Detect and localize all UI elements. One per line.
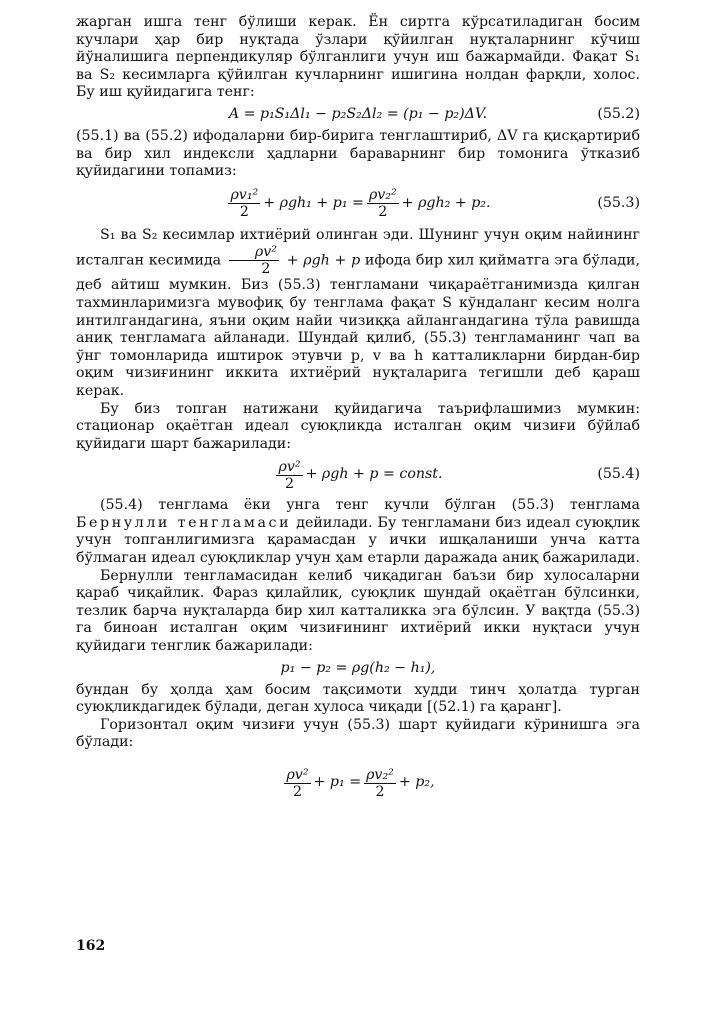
paragraph-7: бундан бу ҳолда ҳам босим тақсимоти худди тинч ҳолатда турган суюқликдагидек бўлади, деган хулоса чиқади [(52.1) га қаранг]. xyxy=(76,681,640,716)
equation-55-3-frac-left: $\frac{\text{ρv₁²}}{2}$ xyxy=(230,187,259,221)
equation-55-3-rhs: + ρgh₂ + p₂. xyxy=(401,194,491,211)
paragraph-3: S₁ ва S₂ кесимлар ихтиёрий олинган эди. Шунинг учун оқим найининг исталган кесимида $\frac{\text{ρv²}}{2}$ + ρgh + p ифода бир хил қийматга эга бўлади, деб айтиш мумкин. Биз (55.3) тенгламани чиқараётганимизда қилган тахминларимизга мувофиқ бу тенглама фақат S кўндаланг кесим нолга интилгандагина, яъни оқим найи чизиққа айлангандагина тўла равишда аниқ тенгламага айланади. Шундай қилиб, (55.3) тенгламанинг чап ва ўнг томонларида иштирок этувчи p, v ва h катталикларни бирдан-бир оқим чизиғининг иккита ихтиёрий нуқталарига тегишли деб қараш керак. xyxy=(76,226,640,399)
equation-horizontal xyxy=(76,752,640,814)
equation-55-3 xyxy=(76,181,640,227)
equation-55-4-frac: $\frac{\text{ρv²}}{2}$ xyxy=(278,458,301,492)
equation-55-3-number: (55.3) xyxy=(597,194,640,211)
equation-horizontal-frac-right: $\frac{\text{ρv₂²}}{2}$ xyxy=(366,766,394,800)
equation-55-4 xyxy=(76,453,640,497)
paragraph-2: (55.1) ва (55.2) ифодаларни бир-бирига тенглаштириб, ΔV га қисқартириб ва бир хил индексли ҳадларни бараварнинг бир томонига ўтказиб қуйидагини топамиз: xyxy=(76,127,640,180)
equation-55-3-lhs: + ρgh₁ + p₁ = xyxy=(263,194,364,211)
inline-fraction: $\frac{\text{ρv²}}{2}$ xyxy=(229,244,279,277)
equation-horizontal-frac-left: $\frac{\text{ρv²}}{2}$ xyxy=(286,766,309,800)
equation-55-3-frac-right: $\frac{\text{ρv₂²}}{2}$ xyxy=(368,187,397,221)
page-body xyxy=(76,14,640,814)
page-number: 162 xyxy=(76,938,106,954)
paragraph-6: Бернулли тенгламасидан келиб чиқадиган баъзи бир хулосаларни қараб чиқайлик. Фараз қилайлик, суюқлик шундай оқаётган бўлсинки, тезлик барча нуқталарда бир хил катталикка эга бўлсин. У вақтда (55.3) га биноан исталган оқим чизиғининг ихтиёрий икки нуқтаси учун қуйидаги тенглик бажарилади: xyxy=(76,567,640,655)
equation-pressure xyxy=(76,656,640,682)
paragraph-4: Бу биз топган натижани қуйидагича таърифлашимиз мумкин: стационар оқаётган идеал суюқликда исталган оқим чизиғи бўйлаб қуйидаги шарт бажарилади: xyxy=(76,400,640,452)
equation-55-2-number: (55.2) xyxy=(597,106,640,123)
paragraph-5: (55.4) тенглама ёки унга тенг кучли бўлган (55.3) тенглама Бернулли тенгламаси дейилади. Бу тенгламани биз идеал суюқлик учун топганлигимизга қарамасдан у ички ишқаланиши унча катта бўлмаган идеал суюқликлар учун ҳам етарли даражада аниқ бажарилади. xyxy=(76,497,640,567)
equation-horizontal-mid: + p₁ = xyxy=(313,774,362,791)
paragraph-1: жарган ишга тенг бўлиши керак. Ён сиртга кўрсатиладиган босим кучлари ҳар бир нуқтада ўзлари қўйилган нуқталарнинг кўчиш йўналишига перпендикуляр бўлганлиги учун иш бажармайди. Фақат S₁ ва S₂ кесимларга қўйилган кучларнинг ишигина нолдан фарқли, холос. Бу иш қуйидагига тенг: xyxy=(76,14,640,101)
paragraph-8: Горизонтал оқим чизиғи учун (55.3) шарт қуйидаги кўринишга эга бўлади: xyxy=(76,716,640,751)
bernoulli-term: Бернулли тенгламаси xyxy=(76,514,292,531)
equation-pressure-body: p₁ − p₂ = ρg(h₂ − h₁), xyxy=(280,659,436,676)
equation-55-4-body: + ρgh + p = const. xyxy=(305,466,443,483)
equation-horizontal-rhs: + p₂, xyxy=(398,774,435,791)
equation-55-2-body: A = p₁S₁Δl₁ − p₂S₂Δl₂ = (p₁ − p₂)ΔV. xyxy=(228,106,488,123)
equation-55-2 xyxy=(76,102,640,128)
equation-55-4-number: (55.4) xyxy=(597,466,640,483)
